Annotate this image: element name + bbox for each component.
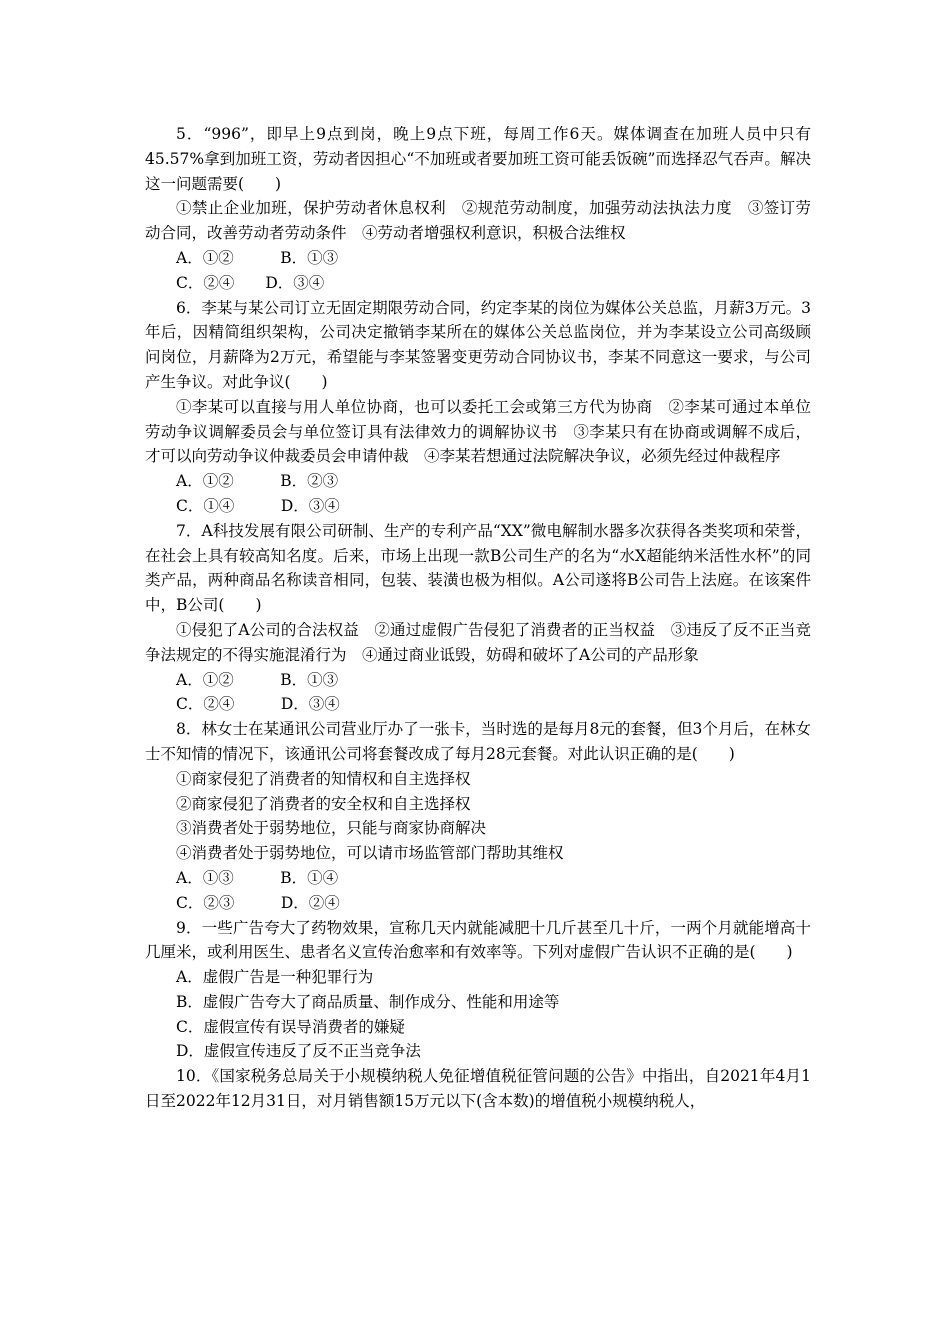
question-7-options-ab: A．①② B．①③ [176, 670, 339, 689]
question-5-options-ab: A．①② B．①③ [176, 248, 339, 267]
question-7 [145, 519, 811, 717]
question-6-stem: 6．李某与某公司订立无固定期限劳动合同，约定李某的岗位为媒体公关总监，月薪3万元。3年后，因精简组织架构，公司决定撤销李某所在的媒体公关总监岗位，并为李某设立公司高级顾问岗位，月薪降为2万元，希望能与李某签署变更劳动合同协议书，李某不同意这一要求，与公司产生争议。对此争议( ) [145, 298, 811, 391]
question-9-option-d: D．虚假宣传违反了反不正当竞争法 [176, 1042, 421, 1061]
question-6-options-cd: C．①④ D．③④ [176, 496, 340, 515]
question-6-options-ab: A．①② B．②③ [176, 472, 339, 491]
question-8 [145, 717, 811, 915]
question-8-statement-2: ②商家侵犯了消费者的安全权和自主选择权 [176, 794, 471, 813]
question-5-options-cd: C．②④ D．③④ [176, 273, 325, 292]
question-8-stem: 8．林女士在某通讯公司营业厅办了一张卡，当时选的是每月8元的套餐，但3个月后，在林女士不知情的情况下，该通讯公司将套餐改成了每月28元套餐。对此认识正确的是( ) [145, 720, 811, 763]
question-7-statements: ①侵犯了A公司的合法权益 ②通过虚假广告侵犯了消费者的正当权益 ③违反了反不正当竞争法规定的不得实施混淆行为 ④通过商业诋毁，妨碍和破坏了A公司的产品形象 [145, 620, 811, 664]
question-5-stem: 5．“996”，即早上9点到岗，晚上9点下班，每周工作6天。媒体调查在加班人员中只有45.57%拿到加班工资，劳动者因担心“不加班或者要加班工资可能丢饭碗”而选择忍气吞声。解决这一问题需要( ) [145, 125, 811, 193]
question-8-options-cd: C．②③ D．②④ [176, 893, 340, 912]
question-8-statement-3: ③消费者处于弱势地位，只能与商家协商解决 [176, 819, 487, 838]
question-6-statements: ①李某可以直接与用人单位协商，也可以委托工会或第三方代为协商 ②李某可通过本单位劳动争议调解委员会与单位签订具有法律效力的调解协议书 ③李某只有在协商或调解不成后，才可以向劳动争议仲裁委员会申请仲裁 ④李某若想通过法院解决争议，必须先经过仲裁程序 [145, 397, 811, 466]
question-9-option-b: B．虚假广告夸大了商品质量、制作成分、性能和用途等 [176, 992, 560, 1011]
question-10-stem: 10．《国家税务总局关于小规模纳税人免征增值税征管问题的公告》中指出，自2021年4月1日至2022年12月31日，对月销售额15万元以下(含本数)的增值税小规模纳税人， [145, 1067, 811, 1111]
question-5-statements: ①禁止企业加班，保护劳动者休息权利 ②规范劳动制度，加强劳动法执法力度 ③签订劳动合同，改善劳动者劳动条件 ④劳动者增强权利意识，积极合法维权 [145, 199, 811, 243]
question-6 [145, 296, 811, 519]
question-list [145, 122, 811, 1114]
question-8-options-ab: A．①③ B．①④ [176, 868, 339, 887]
question-5 [145, 122, 811, 296]
question-10 [145, 1064, 811, 1114]
question-8-statement-1: ①商家侵犯了消费者的知情权和自主选择权 [176, 769, 471, 788]
question-8-statement-4: ④消费者处于弱势地位，可以请市场监管部门帮助其维权 [176, 844, 564, 863]
question-7-options-cd: C．②④ D．③④ [176, 695, 340, 714]
question-9-stem: 9．一些广告夸大了药物效果，宣称几天内就能减肥十几斤甚至几十斤，一两个月就能增高十几厘米，或利用医生、患者名义宣传治愈率和有效率等。下列对虚假广告认识不正确的是( ) [145, 918, 811, 962]
question-9-option-c: C．虚假宣传有误导消费者的嫌疑 [176, 1017, 405, 1036]
question-9 [145, 916, 811, 1065]
question-7-stem: 7．A科技发展有限公司研制、生产的专利产品“XX”微电解制水器多次获得各类奖项和荣誉，在社会上具有较高知名度。后来，市场上出现一款B公司生产的名为“水X超能纳米活性水杯”的同类产品，两种商品名称读音相同，包装、装潢也极为相似。A公司遂将B公司告上法庭。在该案件中，B公司( ) [145, 521, 811, 615]
question-9-option-a: A．虚假广告是一种犯罪行为 [176, 968, 374, 987]
